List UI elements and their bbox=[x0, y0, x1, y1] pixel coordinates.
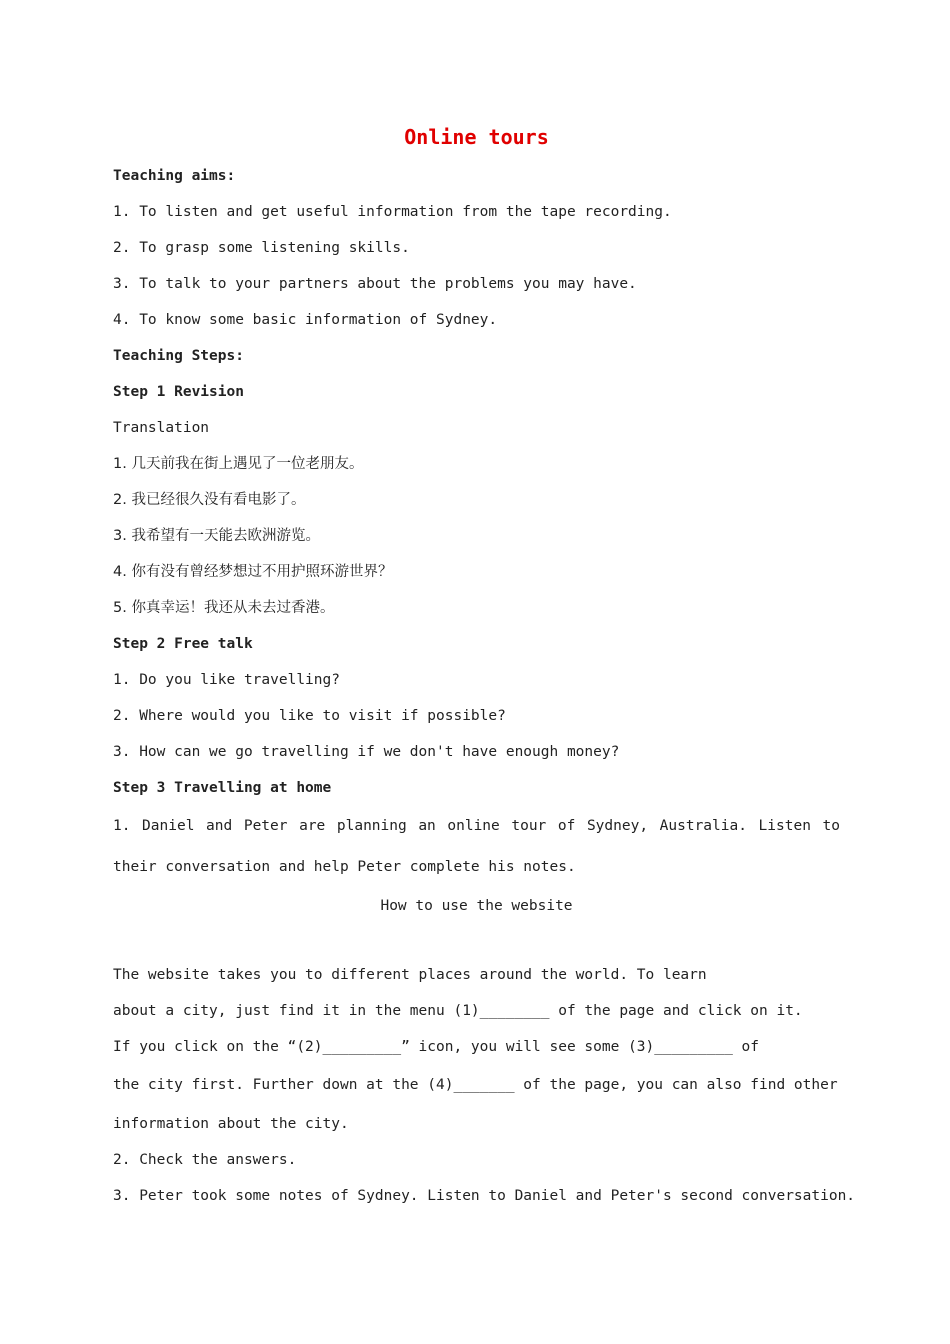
translation-item: 4. 你有没有曾经梦想过不用护照环游世界？ bbox=[113, 564, 393, 580]
step3-task3: 3. Peter took some notes of Sydney. Listen to Daniel and Peter's second conversation. bbox=[113, 1188, 856, 1204]
notes-line: the city first. Further down at the (4)_______ of the page, you can also find other bbox=[113, 1077, 838, 1093]
aim-item: 1. To listen and get useful information from the tape recording. bbox=[113, 204, 672, 220]
notes-line: information about the city. bbox=[113, 1116, 349, 1132]
notes-line: If you click on the “(2)_________” icon, you will see some (3)_________ of bbox=[113, 1039, 760, 1055]
page-title: Online tours bbox=[404, 125, 549, 149]
translation-item: 5. 你真幸运！我还从未去过香港。 bbox=[113, 600, 335, 616]
aims-heading: Teaching aims: bbox=[113, 168, 236, 184]
talk-item: 1. Do you like travelling? bbox=[113, 672, 340, 688]
notes-line: about a city, just find it in the menu (1)________ of the page and click on it. bbox=[113, 1003, 803, 1019]
aim-item: 3. To talk to your partners about the problems you may have. bbox=[113, 276, 637, 292]
talk-item: 2. Where would you like to visit if possible? bbox=[113, 708, 506, 724]
step1-heading: Step 1 Revision bbox=[113, 384, 244, 400]
steps-heading: Teaching Steps: bbox=[113, 348, 244, 364]
step3-task1: 1. Daniel and Peter are planning an online tour of Sydney, Australia. Listen to their conversation and help Peter complete his notes. bbox=[113, 818, 840, 875]
talk-item: 3. How can we go travelling if we don't have enough money? bbox=[113, 744, 620, 760]
spacer bbox=[113, 924, 840, 957]
aim-item: 2. To grasp some listening skills. bbox=[113, 240, 410, 256]
step1-sub: Translation bbox=[113, 420, 210, 436]
translation-item: 2. 我已经很久没有看电影了。 bbox=[113, 492, 306, 508]
translation-item: 3. 我希望有一天能去欧洲游览。 bbox=[113, 528, 320, 544]
step3-heading: Step 3 Travelling at home bbox=[113, 780, 332, 796]
translation-item: 1. 几天前我在街上遇见了一位老朋友。 bbox=[113, 456, 364, 472]
aim-item: 4. To know some basic information of Sydney. bbox=[113, 312, 498, 328]
step2-heading: Step 2 Free talk bbox=[113, 636, 253, 652]
step3-task2: 2. Check the answers. bbox=[113, 1152, 297, 1168]
notes-line: The website takes you to different places around the world. To learn bbox=[113, 967, 707, 983]
notes-title: How to use the website bbox=[380, 898, 573, 914]
